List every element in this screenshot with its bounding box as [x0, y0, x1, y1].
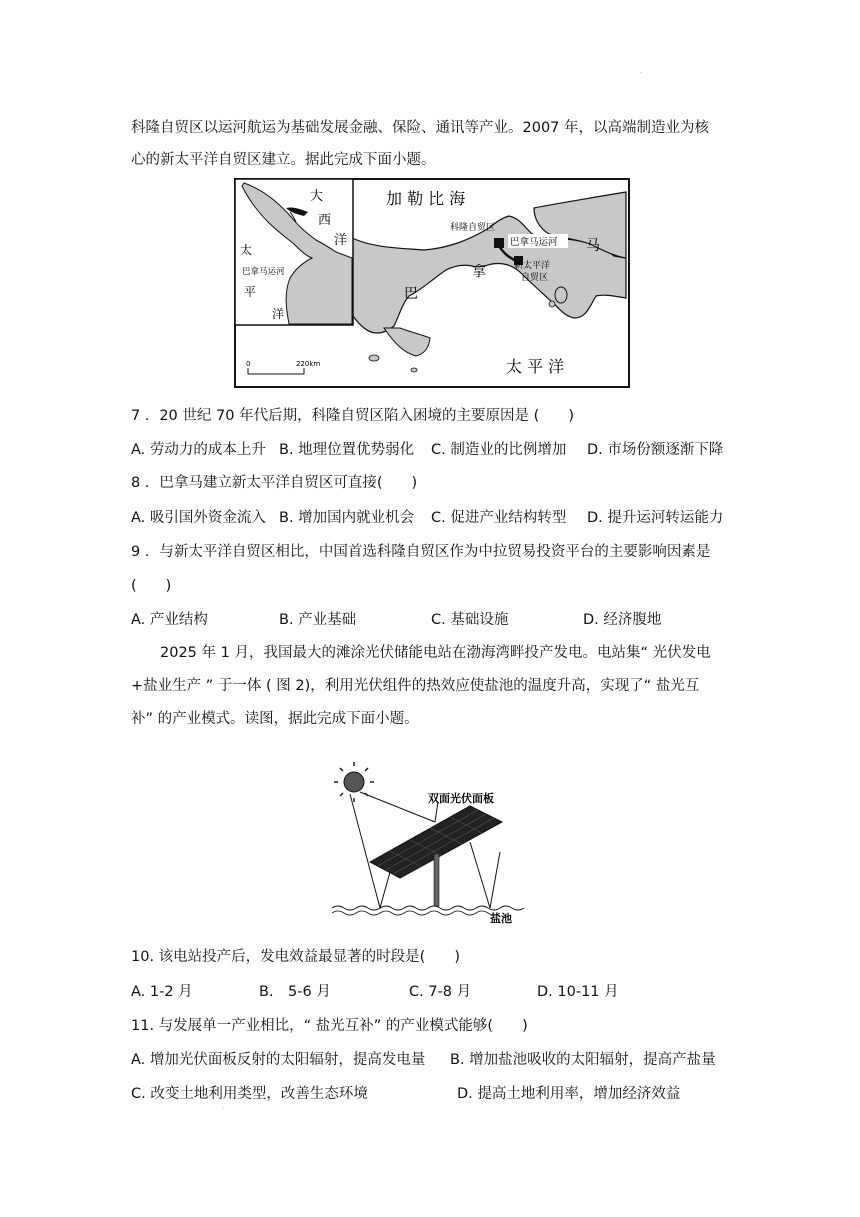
intro-line-1: 科隆自贸区以运河航运为基础发展金融、保险、通讯等产业。2007 年，以高端制造业为核 [131, 120, 710, 136]
scale-zero: 0 [246, 360, 251, 368]
panel-label: 双面光伏面板 [428, 792, 494, 805]
inset-ping: 平 [244, 285, 257, 299]
solar-salt-diagram [330, 762, 530, 924]
intro2-line-1: 2025 年 1 月，我国最大的滩涂光伏储能电站在渤海湾畔投产发电。电站集“ 光伏发电 [160, 645, 711, 661]
label-ma: 马 [586, 238, 600, 254]
label-colon-zone: 科隆自贸区 [450, 223, 496, 233]
q8-option-c: C. 促进产业结构转型 [431, 510, 567, 526]
q10-option-b: B. 5-6 月 [259, 984, 331, 1000]
q7-option-a: A. 劳动力的成本上升 [131, 442, 266, 458]
q10-option-a: A. 1-2 月 [131, 984, 193, 1000]
q11-stem: 11. 与发展单一产业相比，“ 盐光互补” 的产业模式能够( ) [131, 1018, 528, 1034]
panama-map [234, 178, 630, 388]
label-panama-canal: 巴拿马运河 [510, 237, 558, 248]
label-new-pacific-1: 新太平洋 [514, 261, 551, 271]
label-na: 拿 [472, 264, 486, 280]
q7-stem: 7 ．20 世纪 70 年代后期，科隆自贸区陷入困境的主要原因是 ( ) [131, 408, 574, 424]
inset-xi: 西 [318, 213, 332, 228]
q8-option-b: B. 增加国内就业机会 [279, 510, 415, 526]
label-pacific: 太 平 洋 [506, 357, 565, 376]
q9-option-b: B. 产业基础 [279, 612, 357, 628]
q10-option-d: D. 10-11 月 [537, 984, 619, 1000]
q11-option-c: C. 改变土地利用类型，改善生态环境 [131, 1086, 368, 1102]
q9-option-c: C. 基础设施 [431, 612, 509, 628]
inset-yang1: 洋 [334, 233, 348, 248]
q7-option-b: B. 地理位置优势弱化 [279, 442, 415, 458]
q11-option-b: B. 增加盐池吸收的太阳辐射，提高产盐量 [450, 1052, 716, 1068]
label-caribbean: 加 勒 比 海 [386, 189, 466, 208]
scale-km: 220km [296, 360, 321, 368]
salt-pool-waves [332, 906, 524, 910]
q7-option-d: D. 市场份额逐渐下降 [587, 442, 724, 458]
q9-stem-2: ( ) [131, 578, 172, 594]
q8-stem: 8 ．巴拿马建立新太平洋自贸区可直接( ) [131, 475, 418, 491]
label-new-pacific-2: 自贸区 [521, 273, 549, 283]
intro-line-2: 心的新太平洋自贸区建立。据此完成下面小题。 [131, 152, 436, 168]
label-ba: 巴 [404, 286, 418, 302]
q8-option-d: D. 提升运河转运能力 [587, 510, 724, 526]
intro2-line-3: 补” 的产业模式。读图，据此完成下面小题。 [131, 711, 419, 727]
inset-da: 大 [310, 189, 324, 204]
q9-stem-1: 9 ．与新太平洋自贸区相比，中国首选科隆自贸区作为中拉贸易投资平台的主要影响因素是 [131, 544, 711, 560]
q9-option-a: A. 产业结构 [131, 612, 208, 628]
q10-stem: 10. 该电站投产后，发电效益最显著的时段是( ) [131, 949, 460, 965]
scan-dot: · [640, 70, 642, 77]
q7-option-c: C. 制造业的比例增加 [431, 442, 567, 458]
q10-option-c: C. 7-8 月 [409, 984, 472, 1000]
inset-tai: 太 [240, 243, 253, 257]
q11-option-a: A. 增加光伏面板反射的太阳辐射，提高发电量 [131, 1052, 426, 1068]
inset-canal: 巴拿马运河 [242, 267, 285, 277]
inset-yang2: 洋 [272, 307, 285, 321]
q8-option-a: A. 吸引国外资金流入 [131, 510, 266, 526]
q9-option-d: D. 经济腹地 [583, 612, 662, 628]
intro2-line-2: +盐业生产 ” 于一体 ( 图 2)，利用光伏组件的热效应使盐池的温度升高，实现了“ 盐光互 [131, 678, 700, 694]
sun-icon [334, 762, 374, 802]
scan-dot-bottom: · [222, 1106, 224, 1113]
q11-option-d: D. 提高土地利用率，增加经济效益 [457, 1086, 681, 1102]
pool-label: 盐池 [490, 912, 512, 924]
